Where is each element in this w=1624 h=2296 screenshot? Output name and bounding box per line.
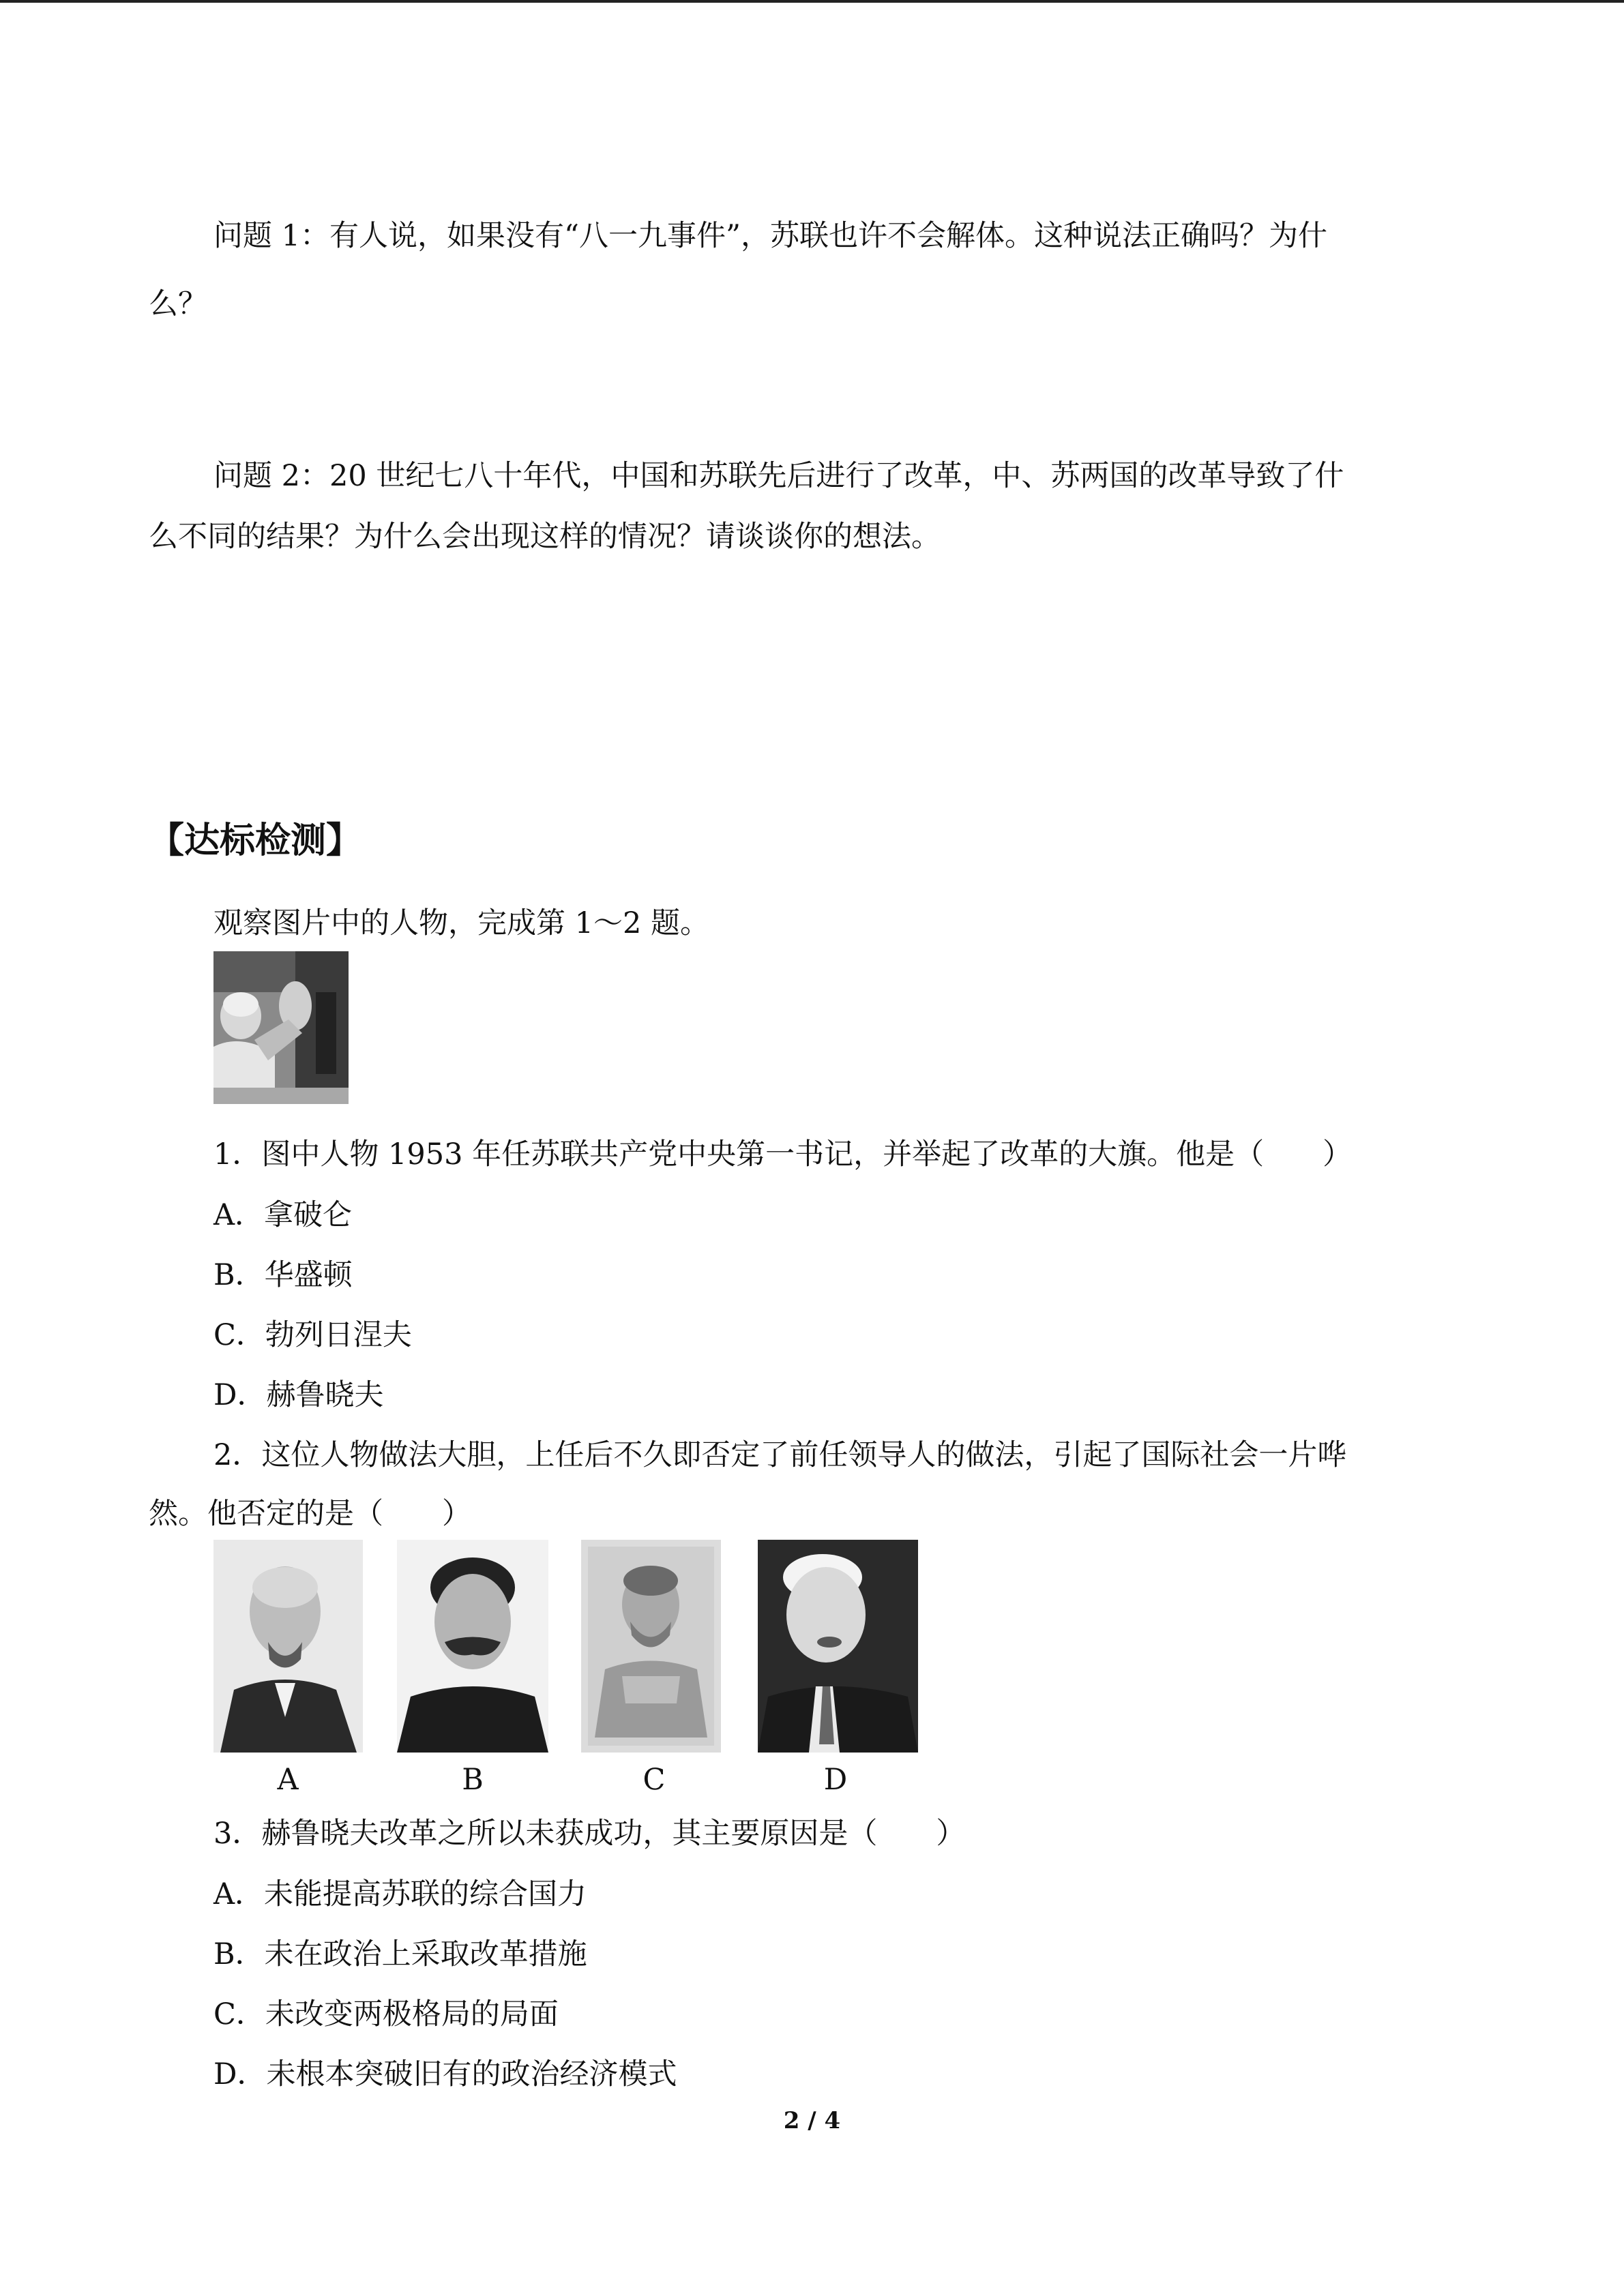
portrait-d bbox=[758, 1540, 918, 1753]
item-2-stem-line-1: 2．这位人物做法大胆，上任后不久即否定了前任领导人的做法，引起了国际社会一片哗 bbox=[213, 1438, 1347, 1472]
caption-d: D bbox=[823, 1763, 848, 1797]
khrushchev-photo bbox=[213, 951, 349, 1104]
question-2-line-2: 么不同的结果？为什么会出现这样的情况？请谈谈你的想法。 bbox=[149, 520, 941, 554]
item-3-option-b: B．未在政治上采取改革措施 bbox=[213, 1937, 587, 1971]
section-heading: 【达标检测】 bbox=[149, 820, 362, 861]
item-2-stem-line-2: 然。他否定的是（ ） bbox=[149, 1497, 471, 1531]
item-1-stem: 1．图中人物 1953 年任苏联共产党中央第一书记，并举起了改革的大旗。他是（ ） bbox=[213, 1137, 1353, 1172]
portrait-c bbox=[581, 1540, 721, 1753]
item-1-option-d: D．赫鲁晓夫 bbox=[213, 1378, 384, 1412]
question-1-line-2: 么？ bbox=[149, 287, 207, 321]
caption-b: B bbox=[462, 1763, 484, 1797]
item-3-option-c: C．未改变两极格局的局面 bbox=[213, 1997, 559, 2031]
top-border bbox=[0, 0, 1624, 3]
caption-c: C bbox=[643, 1763, 666, 1797]
item-1-option-b: B．华盛顿 bbox=[213, 1258, 353, 1292]
question-2-line-1: 问题 2：20 世纪七八十年代，中国和苏联先后进行了改革，中、苏两国的改革导致了什 bbox=[213, 459, 1344, 493]
item-3-stem: 3．赫鲁晓夫改革之所以未获成功，其主要原因是（ ） bbox=[213, 1817, 966, 1851]
section-intro: 观察图片中的人物，完成第 1～2 题。 bbox=[213, 906, 710, 940]
page-number: 2 / 4 bbox=[783, 2107, 841, 2134]
question-1-line-1: 问题 1：有人说，如果没有“八一九事件”，苏联也许不会解体。这种说法正确吗？为什 bbox=[213, 219, 1327, 253]
item-3-option-d: D．未根本突破旧有的政治经济模式 bbox=[213, 2057, 677, 2091]
caption-a: A bbox=[277, 1763, 299, 1797]
portrait-b bbox=[397, 1540, 548, 1753]
item-1-option-a: A．拿破仑 bbox=[213, 1198, 353, 1232]
portrait-a bbox=[213, 1540, 363, 1753]
item-1-option-c: C．勃列日涅夫 bbox=[213, 1318, 412, 1352]
item-3-option-a: A．未能提高苏联的综合国力 bbox=[213, 1877, 587, 1911]
